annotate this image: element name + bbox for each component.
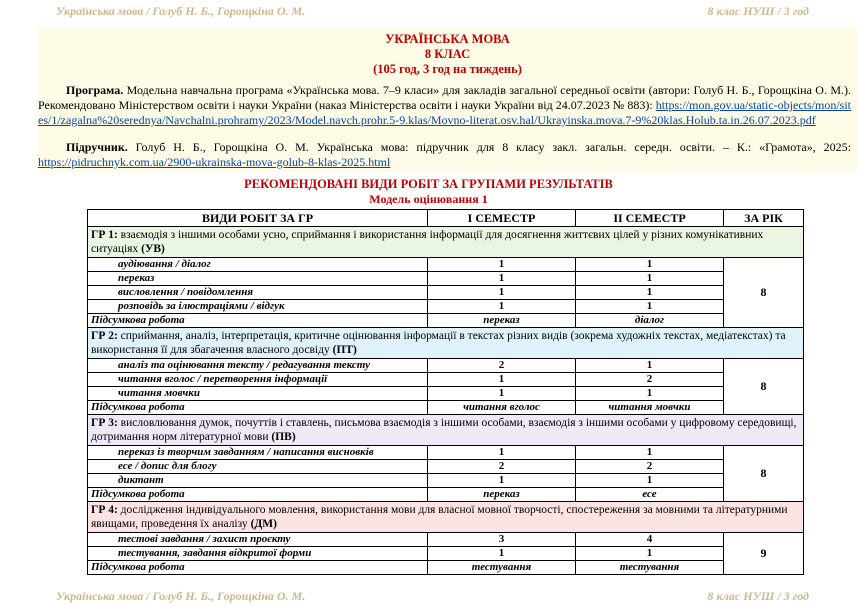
group-code: (ПТ) — [332, 344, 357, 356]
semester-1-count: 2 — [428, 460, 576, 474]
activity-name: диктант — [88, 474, 428, 488]
semester-2-count: 1 — [576, 387, 724, 401]
summary-row — [88, 401, 804, 415]
summary-label: Підсумкова робота — [88, 561, 428, 575]
title-line-3: (105 год, 3 год на тиждень) — [373, 62, 522, 76]
title-line-2: 8 КЛАС — [424, 47, 471, 61]
title-line-1: УКРАЇНСЬКА МОВА — [385, 32, 510, 46]
activity-name: розповідь за ілюстраціями / відгук — [88, 300, 428, 314]
group-row — [88, 328, 804, 359]
table-row — [88, 446, 804, 460]
summary-label: Підсумкова робота — [88, 314, 428, 328]
col-header-year: ЗА РІК — [724, 210, 804, 227]
semester-2-count: 1 — [576, 474, 724, 488]
col-header-sem1: І СЕМЕСТР — [428, 210, 576, 227]
summary-semester-2: есе — [576, 488, 724, 502]
activity-name: тестові завдання / захист проєкту — [88, 533, 428, 547]
semester-1-count: 1 — [428, 300, 576, 314]
section-title: РЕКОМЕНДОВАНІ ВИДИ РОБІТ ЗА ГРУПАМИ РЕЗУЛЬТАТІВ — [244, 177, 613, 191]
semester-2-count: 4 — [576, 533, 724, 547]
col-header-sem2: ІІ СЕМЕСТР — [576, 210, 724, 227]
activity-name: есе / допис для блогу — [88, 460, 428, 474]
semester-2-count: 1 — [576, 272, 724, 286]
semester-1-count: 3 — [428, 533, 576, 547]
year-total: 8 — [724, 446, 804, 502]
footer-left: Українська мова / Голуб Н. Б., Горощкіна О. М. — [56, 589, 306, 603]
semester-1-count: 1 — [428, 258, 576, 272]
table-row — [88, 460, 804, 474]
group-label: ГР 2: — [91, 330, 118, 342]
table-row — [88, 300, 804, 314]
semester-1-count: 1 — [428, 474, 576, 488]
semester-2-count: 1 — [576, 446, 724, 460]
table-row — [88, 286, 804, 300]
activity-name: тестування, завдання відкритої форми — [88, 547, 428, 561]
summary-semester-1: переказ — [428, 314, 576, 328]
activity-name: аудіювання / діалог — [88, 258, 428, 272]
semester-1-count: 1 — [428, 547, 576, 561]
summary-semester-2: читання мовчки — [576, 401, 724, 415]
textbook-paragraph — [38, 140, 851, 170]
group-description — [88, 415, 804, 446]
group-row — [88, 502, 804, 533]
summary-semester-2: тестування — [576, 561, 724, 575]
group-desc-text: висловлювання думок, почуттів і ставлень, письмова взаємодія з іншими особами, взаємодія з іншими особами у цифровому середовищі, дотримання норм літературної мови — [91, 417, 797, 443]
group-desc-text: взаємодія з іншими особами усно, сприймання і використання інформації для досягнення життєвих цілей у різних комунікативних ситуаціях — [91, 229, 764, 255]
info-block — [38, 28, 857, 172]
summary-label: Підсумкова робота — [88, 401, 428, 415]
section-subtitle: Модель оцінювання 1 — [369, 192, 488, 206]
header-right: 8 клас НУШ / 3 год — [707, 4, 809, 18]
activity-name: читання мовчки — [88, 387, 428, 401]
group-code: (УВ) — [141, 243, 165, 255]
activity-name: висловлення / повідомлення — [88, 286, 428, 300]
semester-2-count: 1 — [576, 258, 724, 272]
activity-name: переказ із творчим завданням / написання висновків — [88, 446, 428, 460]
group-description — [88, 502, 804, 533]
group-label: ГР 3: — [91, 417, 118, 429]
table-row — [88, 359, 804, 373]
program-link[interactable]: https://mon.gov.ua/static-objects/mon/sites/1/zagalna%20serednya/Navchalni.prohramy/2023/Model.navch.prohr.5-9.klas/Movno-literat.osv.hal/Ukrayinska.mova.7-9%20klas.Holub.ta.in.26.07.2023.pdf — [38, 98, 852, 127]
semester-1-count: 1 — [428, 446, 576, 460]
page-footer — [0, 585, 857, 607]
textbook-label: Підручник. — [66, 140, 128, 154]
group-code: (ДМ) — [250, 518, 277, 530]
footer-right: 8 клас НУШ / 3 год — [707, 589, 809, 603]
year-total: 8 — [724, 359, 804, 415]
group-row — [88, 227, 804, 258]
group-description — [88, 328, 804, 359]
program-paragraph — [38, 83, 851, 128]
table-row — [88, 272, 804, 286]
table-row — [88, 258, 804, 272]
year-total: 9 — [724, 533, 804, 575]
semester-1-count: 1 — [428, 387, 576, 401]
table-header-row — [88, 210, 804, 227]
activity-name: читання вголос / перетворення інформації — [88, 373, 428, 387]
activity-name: переказ — [88, 272, 428, 286]
activity-name: аналіз та оцінювання тексту / редагування тексту — [88, 359, 428, 373]
year-total: 8 — [724, 258, 804, 328]
table-row — [88, 533, 804, 547]
semester-2-count: 2 — [576, 373, 724, 387]
group-label: ГР 1: — [91, 229, 118, 241]
textbook-text: Голуб Н. Б., Горощкіна О. М. Українська мова: підручник для 8 класу закл. загальн. середн. освіти. – К.: «Грамота», 2025: — [135, 140, 851, 154]
group-label: ГР 4: — [91, 504, 118, 516]
semester-1-count: 2 — [428, 359, 576, 373]
group-desc-text: сприймання, аналіз, інтерпретація, критичне оцінювання інформації в текстах різних видів (зокрема художніх текстах, медіатекстах) та використання її для збагачення власного досвіду — [91, 330, 786, 356]
header-left: Українська мова / Голуб Н. Б., Горощкіна О. М. — [56, 4, 306, 18]
summary-row — [88, 488, 804, 502]
program-text: Модельна навчальна програма «Українська мова. 7–9 класи» для закладів загальної середньої освіти (автори: Голуб Н. Б., Горощкіна О. М.). Рекомендовано Міністерством освіти і науки України (наказ Міністерства освіти і науки України від 24.07.2023 № 883): — [38, 83, 852, 112]
table-row — [88, 474, 804, 488]
summary-semester-1: тестування — [428, 561, 576, 575]
group-row — [88, 415, 804, 446]
assessment-table — [87, 209, 804, 575]
summary-semester-1: читання вголос — [428, 401, 576, 415]
semester-1-count: 1 — [428, 286, 576, 300]
semester-1-count: 1 — [428, 373, 576, 387]
summary-semester-1: переказ — [428, 488, 576, 502]
table-row — [88, 373, 804, 387]
summary-row — [88, 314, 804, 328]
group-desc-text: дослідження індивідуального мовлення, використання мови для власної мовної творчості, спостереження за мовними та літературними явищами, проведення їх аналізу — [91, 504, 788, 530]
group-description — [88, 227, 804, 258]
semester-2-count: 1 — [576, 359, 724, 373]
semester-1-count: 1 — [428, 272, 576, 286]
table-row — [88, 387, 804, 401]
summary-row — [88, 561, 804, 575]
summary-label: Підсумкова робота — [88, 488, 428, 502]
semester-2-count: 2 — [576, 460, 724, 474]
semester-2-count: 1 — [576, 286, 724, 300]
program-label: Програма. — [66, 83, 124, 97]
document-title — [38, 32, 857, 77]
page-header — [0, 0, 857, 22]
textbook-link[interactable]: https://pidruchnyk.com.ua/2900-ukrainska-mova-golub-8-klas-2025.html — [38, 155, 391, 169]
summary-semester-2: діалог — [576, 314, 724, 328]
table-row — [88, 547, 804, 561]
semester-2-count: 1 — [576, 300, 724, 314]
col-header-types: ВИДИ РОБІТ ЗА ГР — [88, 210, 428, 227]
semester-2-count: 1 — [576, 547, 724, 561]
group-code: (ПВ) — [271, 431, 296, 443]
